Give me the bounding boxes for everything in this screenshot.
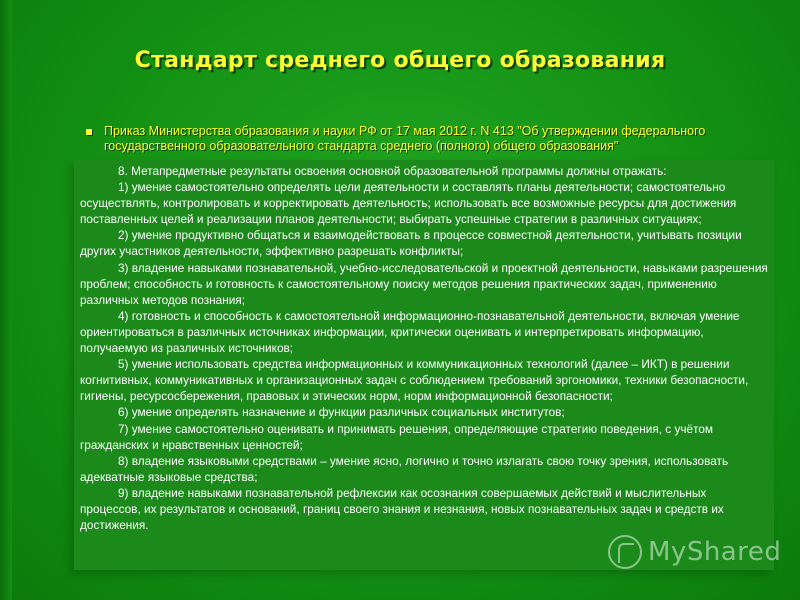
watermark — [608, 535, 781, 569]
document-text — [80, 163, 768, 533]
intro-paragraph: 8. Метапредметные результаты освоения основной образовательной программы должны отражать: — [118, 164, 667, 178]
square-bullet-icon — [86, 129, 92, 135]
myshared-logo-icon — [608, 535, 642, 569]
list-item: 1) умение самостоятельно определять цели деятельности и составлять планы деятельности; самостоятельно осуществлять, контролировать и корректировать деятельность; использовать все возможные ресурсы для достижения поставленных целей и реализации планов деятельности; выбирать успешные стратегии в различных ситуациях; — [80, 180, 737, 227]
list-item: 8) владение языковыми средствами – умение ясно, логично и точно излагать свою точку зрения, использовать адекватные языковые средства; — [80, 453, 729, 484]
slide-title: Стандарт среднего общего образования — [134, 48, 666, 73]
list-item: 4) готовность и способность к самостоятельной информационно-познавательной деятельности, включая умение ориентироваться в различных источниках информации, критически оценивать и интерпретировать информацию, получаемую из различных источников; — [80, 308, 740, 356]
list-item: 2) умение продуктивно общаться и взаимодействовать в процессе совместной деятельности, учитывать позиции других участников деятельности, эффективно разрешать конфликты; — [80, 228, 742, 259]
watermark-text: MyShared — [648, 537, 782, 567]
list-item: 9) владение навыками познавательной рефлексии как осознания совершаемых действий и мыслительных процессов, их результатов и оснований, границ своего знания и незнания, новых познавательных задач и средств их достижения. — [80, 485, 724, 533]
left-edge-band — [0, 0, 12, 600]
list-item: 3) владение навыками познавательной, учебно-исследовательской и проектной деятельности, навыками разрешения проблем; способность и готовность к самостоятельному поиску методов решения практических задач, применению различных методов познания; — [80, 260, 768, 307]
bullet-item — [86, 124, 776, 154]
order-reference: Приказ Министерства образования и науки РФ от 17 мая 2012 г. N 413 "Об утверждении федерального государственного образовательного стандарта среднего (полного) общего образования" — [104, 124, 706, 153]
list-item: 6) умение определять назначение и функции различных социальных институтов; — [118, 405, 565, 420]
list-item: 7) умение самостоятельно оценивать и принимать решения, определяющие стратегию поведения, с учётом гражданских и нравственных ценностей; — [80, 421, 714, 452]
list-item: 5) умение использовать средства информационных и коммуникационных технологий (далее – ИКТ) в решении когнитивных, коммуникативных и организационных задач с соблюдением требований эргономики, техники безопасности, гигиены, ресурсосбережения, правовых и этических норм, норм информационной безопасности; — [80, 357, 749, 404]
